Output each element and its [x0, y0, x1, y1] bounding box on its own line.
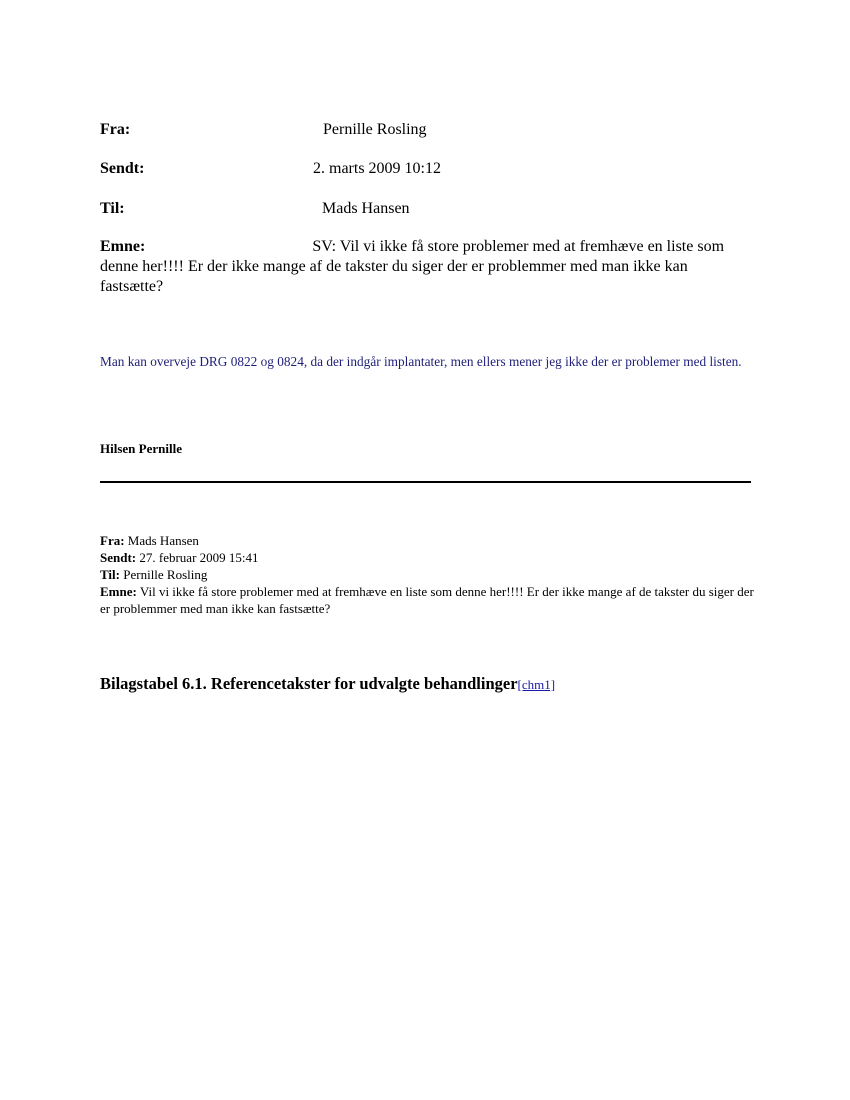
comment-reference-link[interactable]: [chm1]: [517, 677, 556, 692]
original-sent-line: [100, 549, 755, 566]
from-label: Fra:: [100, 121, 131, 138]
original-subject-line: [100, 583, 755, 617]
sent-label: Sendt:: [100, 160, 145, 177]
original-sent-value: 27. februar 2009 15:41: [139, 550, 259, 565]
original-to-value: Pernille Rosling: [123, 567, 208, 582]
original-message-header: [100, 532, 755, 617]
reply-body: Man kan overveje DRG 0822 og 0824, da der indgår implantater, men ellers mener jeg ikke der er problemer med listen.: [100, 354, 742, 369]
to-value: Mads Hansen: [322, 200, 410, 217]
original-subject-label: Emne:: [100, 584, 137, 599]
subject-value: SV: Vil vi ikke få store problemer med at fremhæve en liste som denne her!!!! Er der ikke mange af de takster du siger der er problemmer med man ikke kan fastsætte?: [100, 238, 725, 295]
subject-label: Emne:: [100, 238, 146, 255]
subject-block: [100, 237, 752, 297]
original-to-label: Til:: [100, 567, 120, 582]
original-from-label: Fra:: [100, 533, 125, 548]
separator-line: [100, 481, 751, 483]
attachment-title: [100, 674, 555, 694]
sent-value: 2. marts 2009 10:12: [313, 160, 441, 177]
attachment-title-text: Bilagstabel 6.1. Referencetakster for udvalgte behandlinger: [100, 674, 518, 693]
signature: Hilsen Pernille: [100, 441, 182, 456]
original-to-line: [100, 566, 755, 583]
to-label: Til:: [100, 200, 125, 217]
original-from-line: [100, 532, 755, 549]
original-from-value: Mads Hansen: [127, 533, 199, 548]
original-subject-value: Vil vi ikke få store problemer med at fremhæve en liste som denne her!!!! Er der ikke mange af de takster du siger der er problemmer med man ikke kan fastsætte?: [100, 584, 754, 616]
from-value: Pernille Rosling: [323, 121, 427, 138]
original-sent-label: Sendt:: [100, 550, 137, 565]
